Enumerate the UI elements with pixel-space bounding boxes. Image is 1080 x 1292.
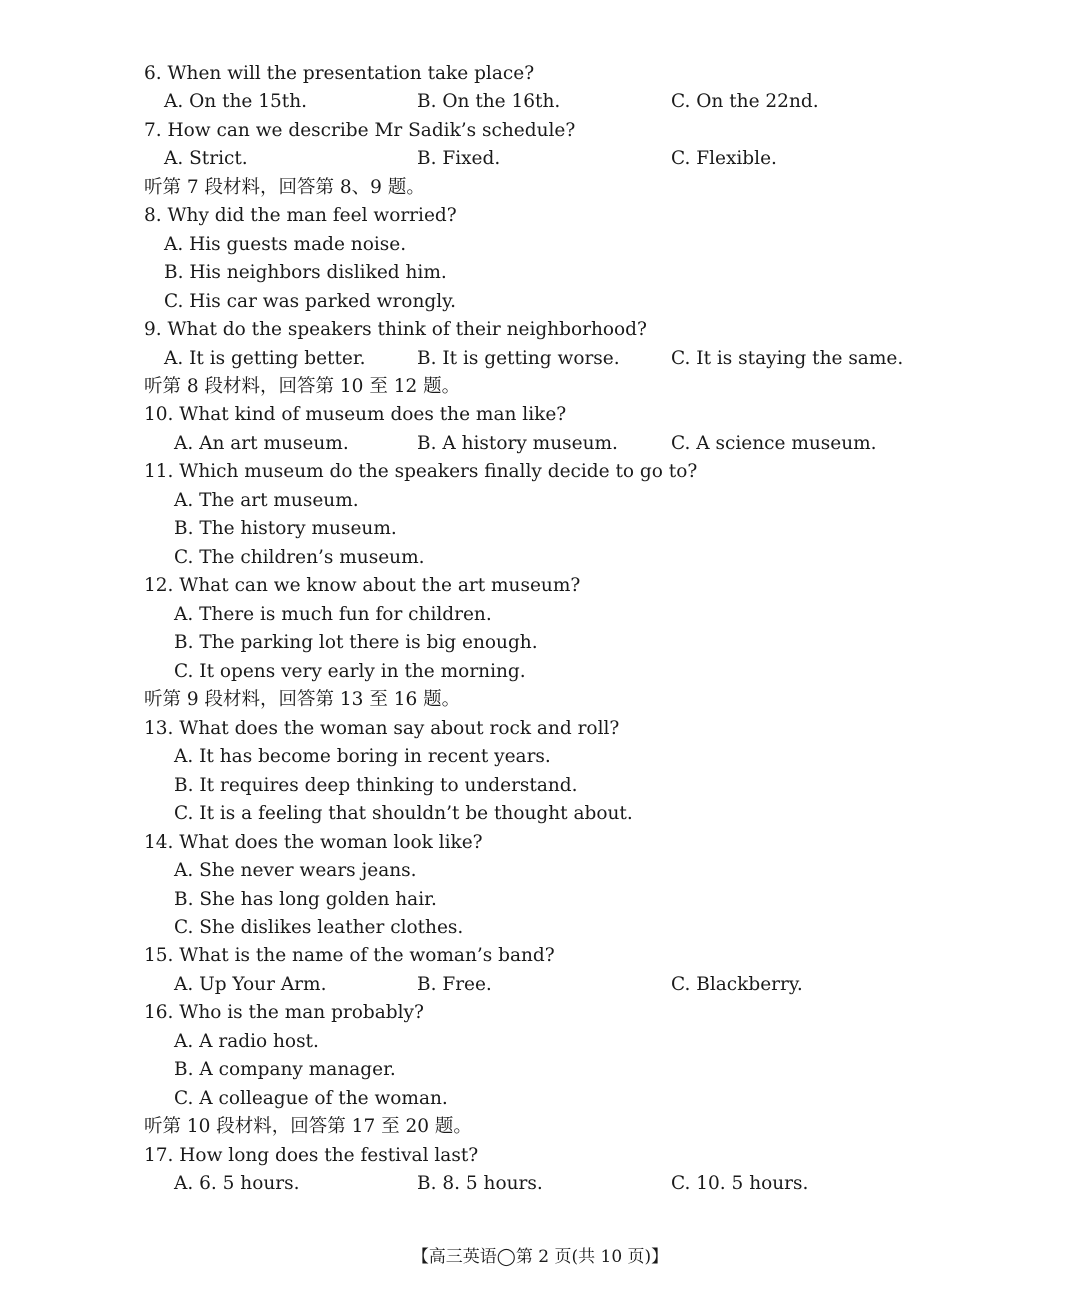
option-a: A. An art museum. bbox=[174, 433, 349, 454]
question-10-options bbox=[0, 430, 1080, 458]
question-7 bbox=[0, 117, 1080, 145]
question-text: 13. What does the woman say about rock and roll? bbox=[144, 718, 620, 739]
question-14 bbox=[0, 829, 1080, 857]
question-8-option-a bbox=[0, 231, 1080, 259]
question-12 bbox=[0, 572, 1080, 600]
question-15 bbox=[0, 942, 1080, 970]
question-13-option-b bbox=[0, 772, 1080, 800]
question-text: 9. What do the speakers think of their neighborhood? bbox=[144, 319, 647, 340]
section-text: 听第 9 段材料，回答第 13 至 16 题。 bbox=[144, 689, 461, 710]
option-c: C. A colleague of the woman. bbox=[174, 1088, 448, 1109]
question-8 bbox=[0, 202, 1080, 230]
question-16-option-a bbox=[0, 1028, 1080, 1056]
option-a: A. There is much fun for children. bbox=[174, 604, 492, 625]
question-text: 17. How long does the festival last? bbox=[144, 1145, 479, 1166]
option-c: C. It is staying the same. bbox=[671, 348, 904, 369]
option-c: C. She dislikes leather clothes. bbox=[174, 917, 464, 938]
question-11-option-a bbox=[0, 487, 1080, 515]
question-text: 15. What is the name of the woman’s band? bbox=[144, 945, 555, 966]
question-17-options bbox=[0, 1170, 1080, 1198]
option-b: B. The parking lot there is big enough. bbox=[174, 632, 538, 653]
option-b: B. A history museum. bbox=[417, 433, 618, 454]
question-16-option-b bbox=[0, 1056, 1080, 1084]
option-c: C. On the 22nd. bbox=[671, 91, 819, 112]
option-b: B. Fixed. bbox=[417, 148, 501, 169]
question-14-option-c bbox=[0, 914, 1080, 942]
question-12-option-c bbox=[0, 658, 1080, 686]
question-11-option-c bbox=[0, 544, 1080, 572]
question-8-option-b bbox=[0, 259, 1080, 287]
option-a: A. Strict. bbox=[164, 148, 248, 169]
option-b: B. It requires deep thinking to understand. bbox=[174, 775, 578, 796]
question-text: 16. Who is the man probably? bbox=[144, 1002, 424, 1023]
question-text: 6. When will the presentation take place? bbox=[144, 63, 535, 84]
option-b: B. Free. bbox=[417, 974, 492, 995]
option-b: B. The history museum. bbox=[174, 518, 397, 539]
option-c: C. 10. 5 hours. bbox=[671, 1173, 809, 1194]
question-13-option-c bbox=[0, 800, 1080, 828]
section-text: 听第 7 段材料，回答第 8、9 题。 bbox=[144, 177, 425, 198]
option-b: B. On the 16th. bbox=[417, 91, 561, 112]
question-11 bbox=[0, 458, 1080, 486]
question-17 bbox=[0, 1142, 1080, 1170]
section-heading-7 bbox=[0, 174, 1080, 202]
question-text: 7. How can we describe Mr Sadik’s schedule? bbox=[144, 120, 576, 141]
question-10 bbox=[0, 401, 1080, 429]
page-footer: 【高三英语◯第 2 页(共 10 页)】 bbox=[411, 1247, 669, 1267]
option-a: A. A radio host. bbox=[174, 1031, 319, 1052]
option-b: B. It is getting worse. bbox=[417, 348, 620, 369]
option-c: C. It opens very early in the morning. bbox=[174, 661, 526, 682]
option-a: A. It has become boring in recent years. bbox=[174, 746, 551, 767]
option-c: C. A science museum. bbox=[671, 433, 877, 454]
section-text: 听第 8 段材料，回答第 10 至 12 题。 bbox=[144, 376, 461, 397]
question-12-option-a bbox=[0, 601, 1080, 629]
option-c: C. The children’s museum. bbox=[174, 547, 425, 568]
question-16 bbox=[0, 999, 1080, 1027]
option-c: C. It is a feeling that shouldn’t be thought about. bbox=[174, 803, 633, 824]
option-a: A. The art museum. bbox=[174, 490, 359, 511]
question-text: 10. What kind of museum does the man like? bbox=[144, 404, 567, 425]
option-b: B. His neighbors disliked him. bbox=[164, 262, 447, 283]
option-b: B. She has long golden hair. bbox=[174, 889, 437, 910]
option-a: A. 6. 5 hours. bbox=[174, 1173, 300, 1194]
option-a: A. Up Your Arm. bbox=[174, 974, 327, 995]
option-c: C. His car was parked wrongly. bbox=[164, 291, 456, 312]
question-9 bbox=[0, 316, 1080, 344]
question-16-option-c bbox=[0, 1085, 1080, 1113]
question-14-option-b bbox=[0, 886, 1080, 914]
question-6-options bbox=[0, 88, 1080, 116]
option-a: A. It is getting better. bbox=[164, 348, 366, 369]
question-8-option-c bbox=[0, 288, 1080, 316]
section-heading-10 bbox=[0, 1113, 1080, 1141]
question-6 bbox=[0, 60, 1080, 88]
option-a: A. She never wears jeans. bbox=[174, 860, 417, 881]
question-13-option-a bbox=[0, 743, 1080, 771]
option-c: C. Blackberry. bbox=[671, 974, 803, 995]
option-a: A. His guests made noise. bbox=[164, 234, 407, 255]
question-text: 14. What does the woman look like? bbox=[144, 832, 483, 853]
option-a: A. On the 15th. bbox=[164, 91, 308, 112]
section-heading-9 bbox=[0, 686, 1080, 714]
question-15-options bbox=[0, 971, 1080, 999]
question-14-option-a bbox=[0, 857, 1080, 885]
section-heading-8 bbox=[0, 373, 1080, 401]
question-7-options bbox=[0, 145, 1080, 173]
question-text: 11. Which museum do the speakers finally decide to go to? bbox=[144, 461, 698, 482]
option-b: B. A company manager. bbox=[174, 1059, 396, 1080]
question-9-options bbox=[0, 345, 1080, 373]
question-12-option-b bbox=[0, 629, 1080, 657]
question-text: 8. Why did the man feel worried? bbox=[144, 205, 457, 226]
question-text: 12. What can we know about the art museum? bbox=[144, 575, 581, 596]
question-13 bbox=[0, 715, 1080, 743]
section-text: 听第 10 段材料，回答第 17 至 20 题。 bbox=[144, 1116, 472, 1137]
option-b: B. 8. 5 hours. bbox=[417, 1173, 543, 1194]
option-c: C. Flexible. bbox=[671, 148, 777, 169]
question-11-option-b bbox=[0, 515, 1080, 543]
